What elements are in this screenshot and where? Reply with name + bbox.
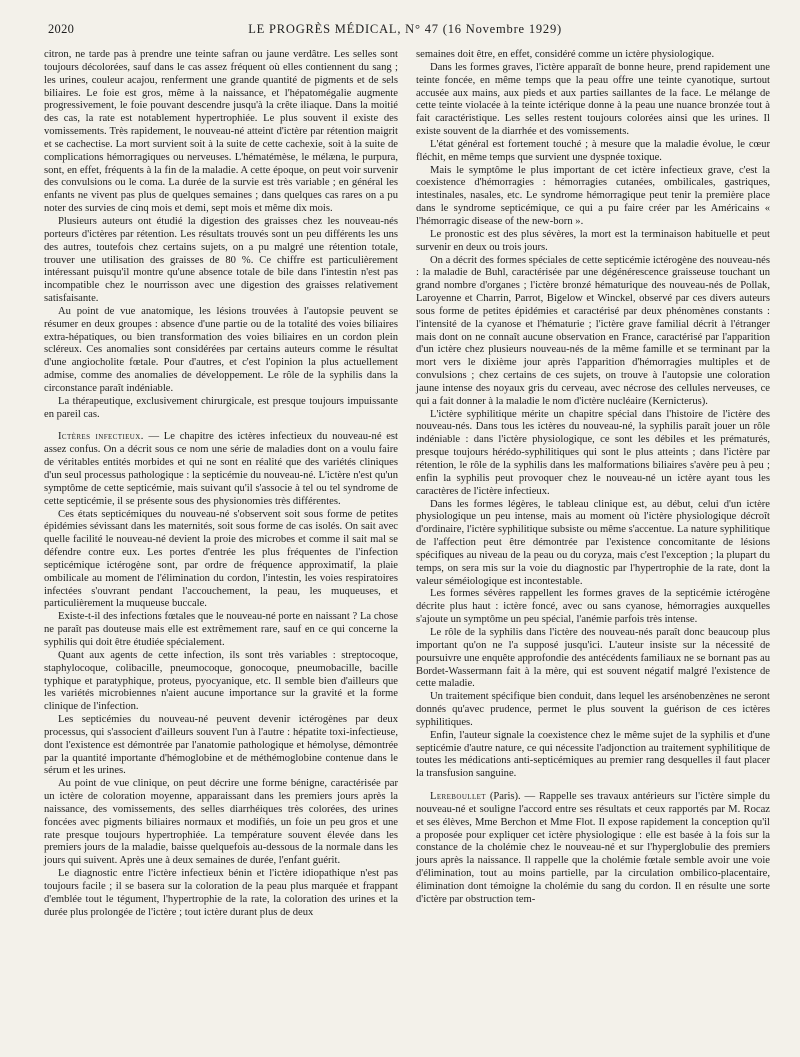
paragraph: Au point de vue clinique, on peut décrire une forme bénigne, caractérisée par un ictère de coloration moyenne, apparaissant dans les premiers jours après la naissance, des vomissements, des selles diarrhéiques très colorées, des urines foncées avec pigments biliaires normaux et modifiés, un foie un peu gros et une rate presque toujours hypertrophiée. La température souvent élevée dans les premiers jours de la maladie, baisse quelquefois au-dessous de la normale dans les jours qui suivent. Après une à deux semaines de durée, l'enfant guérit. xyxy=(44,778,398,867)
paragraph: Dans les formes graves, l'ictère apparaît de bonne heure, prend rapidement une teinte foncée, en même temps que la peau offre une teinte cyanotique, surtout accusée aux mains, aux pieds et aux parties saillantes de la face. Le mélange de cette teinte violacée à la teinte ictérique donne à la peau une nuance bronzée tout à fait caractéristique. Les selles restent toujours colorées ainsi que les urines. Il existe souvent de la diarrhée et des vomissements. xyxy=(416,61,770,138)
paragraph: Existe-t-il des infections fœtales que le nouveau-né porte en naissant ? La chose ne paraît pas douteuse mais elle est extrêmement rare, sauf en ce qui concerne la syphilis qui doit être étudiée spécialement. xyxy=(44,611,398,648)
paragraph: Dans les formes légères, le tableau clinique est, au début, celui d'un ictère physiologique un peu intense, mais au moment où l'ictère physiologique décroît d'ordinaire, l'ictère syphilitique subsiste ou même s'accentue. La nature syphilitique de l'affection peut être démontrée par l'existence concomitante de lésions spécifiques au niveau de la peau ou du coryza, mais c'est l'exception ; la plupart du temps, on sera mis sur la voie du diagnostic par l'hypertrophie de la rate, dont la valeur séméiologique est incontestable. xyxy=(416,498,770,587)
page-number: 2020 xyxy=(48,22,75,36)
paragraph: Au point de vue anatomique, les lésions trouvées à l'autopsie peuvent se résumer en deux groupes : absence d'une partie ou de la totalité des voies biliaires extra-hépatiques, ou bien transformation des voies biliaires en un cordon plein scléreux. Ces anomalies sont considérées par certains auteurs comme le résultat d'une angiocholite fœtale. Pour d'autres, et c'est l'opinion la plus actuellement admise, comme des anomalies de développement. Le rôle de la syphilis dans la circonstance paraît indéniable. xyxy=(44,305,398,394)
section-heading: Lereboullet xyxy=(430,791,486,803)
paragraph: Les septicémies du nouveau-né peuvent devenir ictérogènes par deux processus, qui s'associent d'ailleurs souvent l'un à l'autre : hépatite toxi-infectieuse, dont l'existence est démontrée par l'anatomie pathologique et hémolyse, démontrée par la quantité importante d'hémoglobine et de méthémoglobine contenue dans le sérum et les urines. xyxy=(44,714,398,777)
paragraph: On a décrit des formes spéciales de cette septicémie ictérogène des nouveau-nés : la maladie de Buhl, caractérisée par une dégénérescence graisseuse touchant un grand nombre d'organes ; l'ictère bronzé hématurique des nouveau-nés de Pollak, Laroyenne et Charrin, Parrot, Bigelow et Winckel, observé par ces divers auteurs sous forme de petites épidémies et caractérisé par deux phénomènes constants : l'intensité de la cyanose et l'hématurie ; l'ictère grave familial décrit à l'étranger mais dont on ne connaît aucune observation en France, caractérisé par l'apparition d'un ictère chez plusieurs nouveau-nés de la même famille et se terminant par la mort vers le dixième jour après l'apparition d'hémorragies multiples et de convulsions ; chez certains de ces sujets, on trouve à l'autopsie une coloration jaune intense des noyaux gris du cerveau, avec nécrose des cellules nerveuses, ce qui a fait donner à la maladie le nom d'ictère nucléaire (Kernicterus). xyxy=(416,254,770,407)
left-column xyxy=(44,49,398,920)
section-text: — Le chapitre des ictères infectieux du nouveau-né est assez confus. On a décrit sous ce nom une série de maladies dont on a voulu faire de véritables entités morbides et qui ne sont en réalité que des variétés cliniques d'un seul processus pathologique : la septicémie du nouveau-né. L'ictère n'est qu'un symptôme de cette septicémie, mais suivant qu'il s'associe à tel ou tel syndrome de cette septicémie, il se présente sous des physionomies très différentes. xyxy=(44,431,399,507)
paragraph: Quant aux agents de cette infection, ils sont très variables : streptocoque, staphylocoque, colibacille, pneumocoque, gonocoque, pneumobacille, bacille typhique et paratyphique, proteus, pyocyanique, etc. Il semble bien d'ailleurs que les variétés microbiennes n'aient aucune importance sur la gravité et la forme clinique de l'infection. xyxy=(44,649,398,713)
section-text: (Paris). — Rappelle ses travaux antérieurs sur l'ictère simple du nouveau-né et souligne l'accord entre ses résultats et ceux rapportés par M. Rocaz et ses élèves, Mme Berchon et Mme Flot. Il expose rapidement la conception qu'il a proposée pour expliquer cet ictère physiologique : elle est basée à la fois sur la constance de la cholémie chez le nouveau-né et sur l'hyperglobulie des premiers jours après la naissance. Il rappelle que la cholémie fœtale semble avoir une voie d'élimination, tout au moins partielle, par la circulation ombilico-placentaire, élimination dont témoigne la cholémie du sang du cordon. Il en résulte une sorte d'ictère par obstruction tem- xyxy=(416,791,770,905)
paragraph: L'état général est fortement touché ; à mesure que la maladie évolue, le cœur fléchit, en même temps que survient une dyspnée toxique. xyxy=(416,138,770,163)
paragraph: Un traitement spécifique bien conduit, dans lequel les arsénobenzènes ne seront donnés qu'avec prudence, permet le plus souvent la guérison de ces ictères syphilitiques. xyxy=(416,691,770,728)
paragraph: Mais le symptôme le plus important de cet ictère infectieux grave, c'est la coexistence d'hémorragies : hémorragies cutanées, ombilicales, gastriques, intestinales, nasales, etc. Le syndrome hémorragique peut tenir la première place dans le syndrome septicémique, ce qui a pu faire créer par les Américains « l'hémorragic disease of the new-born ». xyxy=(416,164,770,227)
paragraph: La thérapeutique, exclusivement chirurgicale, est presque toujours impuissante en pareil cas. xyxy=(44,395,398,420)
section-paragraph xyxy=(44,431,398,508)
paragraph: Le diagnostic entre l'ictère infectieux bénin et l'ictère idiopathique n'est pas toujours facile ; il se basera sur la coloration de la peau plus marquée et frappant d'emblée tout le tégument, l'hypertrophie de la rate, la coloration des urines et la durée plus prolongée de l'ictère ; tout ictère durant plus de deux xyxy=(44,868,398,918)
paragraph: citron, ne tarde pas à prendre une teinte safran ou jaune verdâtre. Les selles sont toujours décolorées, sauf dans le cas assez fréquent où elles contiennent du sang ; les urines, couleur acajou, renferment une grande quantité de pigments et de sels biliaires. Le foie est gros, même à la naissance, et l'hépatomégalie augmente progressivement, le foie pouvant descendre jusqu'à la crête iliaque. Dans la moitié des cas, la rate est notablement hypertrophiée. Le plus souvent il existe des vomissements. Très rapidement, le nouveau-né atteint d'ictère par rétention maigrit et se cachectise. La mort survient soit à la suite de cette cachexie, soit à la suite de complications hémorragiques ou nerveuses. L'hématémèse, le mélæna, le purpura, sont, en effet, fréquents à la fin de la maladie. A cette époque, on peut voir survenir des convulsions ou le coma. La durée de la survie est très variable ; en général les enfants ne vivent pas plus de quelques semaines ; dans quelques cas rares on a pu noter des survies de cinq mois et demi, sept mois et même dix mois. xyxy=(44,49,398,215)
running-header xyxy=(44,22,770,43)
section-heading: Ictères infectieux. xyxy=(58,431,144,443)
paragraph: Plusieurs auteurs ont étudié la digestion des graisses chez les nouveau-nés porteurs d'ictères par rétention. Les résultats trouvés sont un peu différents les uns des autres, toutefois chez certains sujets, on a pu malgré une rétention totale, trouver une utilisation des graisses de 80 %. Ce chiffre est particulièrement intéressant puisqu'il montre qu'une absence totale de bile dans l'intestin n'est pas incompatible chez le nourrisson avec une digestion des graisses relativement satisfaisante. xyxy=(44,215,398,305)
section-paragraph xyxy=(416,791,770,907)
paragraph: Les formes sévères rappellent les formes graves de la septicémie ictérogène décrite plus haut : ictère foncé, avec ou sans cyanose, hémorragies auxquelles s'ajoute un symptôme un peu spécial, l'anémie parfois très intense. xyxy=(416,588,770,626)
right-column xyxy=(416,49,770,920)
paragraph: semaines doit être, en effet, considéré comme un ictère physiologique. xyxy=(416,49,715,60)
paragraph: Enfin, l'auteur signale la coexistence chez le même sujet de la syphilis et d'une septicémie d'autre nature, ce qui nécessite l'adjonction au traitement syphilitique de toutes les médications anti-septicémiques au premier rang desquelles il faut placer la transfusion sanguine. xyxy=(416,729,770,780)
paragraph: Le rôle de la syphilis dans l'ictère des nouveau-nés paraît donc beaucoup plus important qu'on ne l'a supposé jusqu'ici. L'auteur insiste sur la nécessité de poursuivre une enquête approfondie des antécédents familiaux ne se bornant pas au Bordet-Wassermann fait à la mère, qui est souvent négatif malgré l'existence de cette maladie. xyxy=(416,626,770,690)
paragraph: L'ictère syphilitique mérite un chapitre spécial dans l'histoire de l'ictère des nouveau-nés. Dans tous les ictères du nouveau-né, la syphilis paraît jouer un rôle indéniable : dans l'ictère physiologique, ce sont les débiles et les prématurés, presque toujours hérédo-syphilitiques qui sont le plus atteints ; dans l'ictère par rétention, le rôle de la syphilis dans les malformations biliaires s'avère peu à peu ; enfin la syphilis peut provoquer chez le nouveau-né un ictère ayant tous les caractères de l'ictère infectieux. xyxy=(416,408,770,497)
journal-title: LE PROGRÈS MÉDICAL, N° 47 (16 Novembre 1929) xyxy=(248,22,562,36)
text-columns xyxy=(44,49,770,920)
paragraph: Ces états septicémiques du nouveau-né s'observent soit sous forme de petites épidémies sévissant dans les maternités, soit sous forme de cas isolés. On sait avec quelle facilité le nouveau-né devient la proie des microbes et comme il sait mal se défendre contre eux. Les portes d'entrée les plus fréquentes de l'infection septicémique ictérogène sont, par ordre de fréquence approximatif, la plaie ombilicale au moment de l'élimination du cordon, l'intestin, les voies respiratoires infectées s'ouvrant pendant l'accouchement, la peau, les muqueuses, et particulièrement la muqueuse buccale. xyxy=(44,508,398,610)
paragraph: Le pronostic est des plus sévères, la mort est la terminaison habituelle et peut survenir en deux ou trois jours. xyxy=(416,228,770,253)
